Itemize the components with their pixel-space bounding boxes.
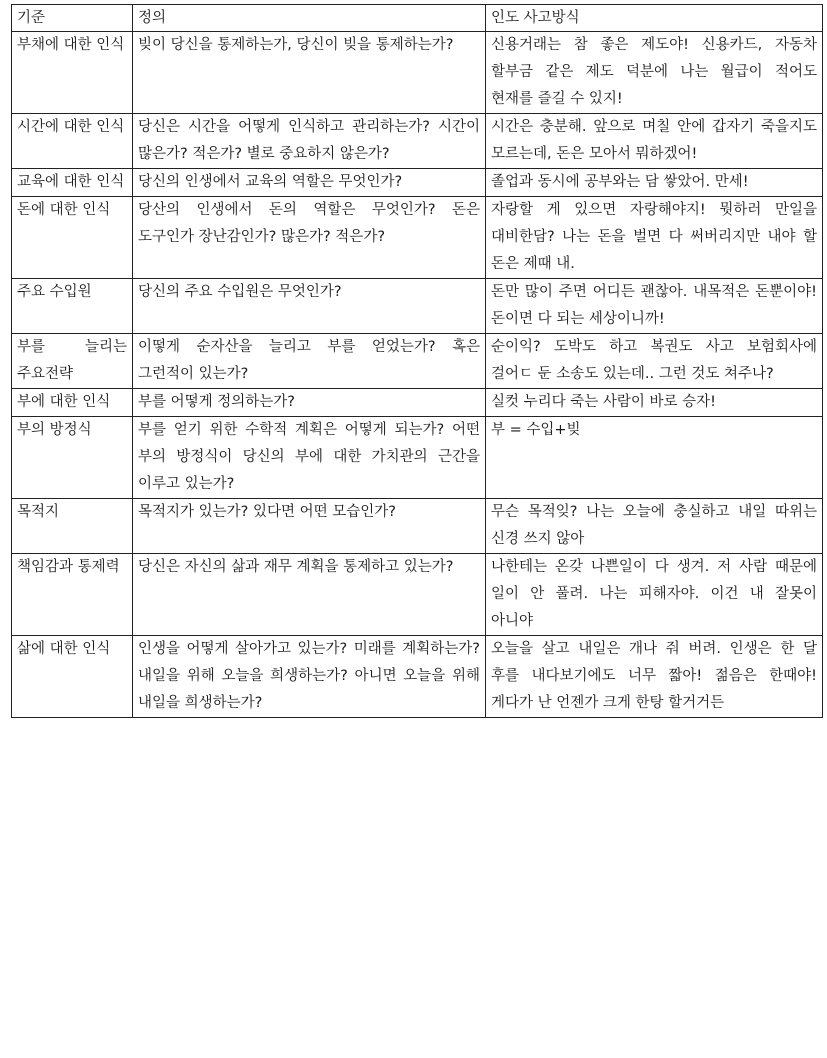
table-row	[12, 114, 823, 169]
definition-cell: 부를 어떻게 정의하는가?	[133, 389, 486, 417]
definition-cell: 당신은 시간을 어떻게 인식하고 관리하는가? 시간이 많은가? 적은가? 별로 중요하지 않은가?	[133, 114, 486, 169]
comparison-table	[11, 4, 823, 718]
table-row	[12, 169, 823, 197]
definition-cell: 목적지가 있는가? 있다면 어떤 모습인가?	[133, 499, 486, 554]
table-row	[12, 389, 823, 417]
table-row	[12, 417, 823, 499]
mindset-cell: 자랑할 게 있으면 자랑해야지! 뭣하러 만일을 대비한담? 나는 돈을 벌면 다 써버리지만 내야 할 돈은 제때 내.	[486, 197, 823, 279]
mindset-cell: 부 = 수입+빚	[486, 417, 823, 499]
definition-cell: 당신의 주요 수입원은 무엇인가?	[133, 279, 486, 334]
mindset-cell: 실컷 누리다 죽는 사람이 바로 승자!	[486, 389, 823, 417]
criterion-cell: 교육에 대한 인식	[12, 169, 133, 197]
criterion-cell: 부의 방정식	[12, 417, 133, 499]
mindset-cell: 시간은 충분해. 앞으로 며칠 안에 갑자기 죽을지도 모르는데, 돈은 모아서 뭐하겠어!	[486, 114, 823, 169]
definition-cell: 이떻게 순자산을 늘리고 부를 얻었는가? 혹은 그런적이 있는가?	[133, 334, 486, 389]
criterion-cell: 부채에 대한 인식	[12, 32, 133, 114]
criterion-cell: 부를 늘리는 주요전략	[12, 334, 133, 389]
mindset-cell: 돈만 많이 주면 어디든 괜찮아. 내목적은 돈뿐이야! 돈이면 다 되는 세상이니까!	[486, 279, 823, 334]
table-row	[12, 197, 823, 279]
mindset-cell: 오늘을 살고 내일은 개나 줘 버려. 인생은 한 달 후를 내다보기에도 너무 짧아! 젊음은 한때야! 게다가 난 언젠가 크게 한탕 할거거든	[486, 636, 823, 718]
header-criterion: 기준	[12, 5, 133, 32]
criterion-cell: 부에 대한 인식	[12, 389, 133, 417]
mindset-cell: 나한테는 온갖 나쁜일이 다 생겨. 저 사람 때문에 일이 안 풀려. 나는 피해자야. 이건 내 잘못이 아니야	[486, 554, 823, 636]
header-mindset: 인도 사고방식	[486, 5, 823, 32]
mindset-cell: 졸업과 동시에 공부와는 담 쌓았어. 만세!	[486, 169, 823, 197]
criterion-cell: 시간에 대한 인식	[12, 114, 133, 169]
table-row	[12, 279, 823, 334]
criterion-cell: 책임감과 통제력	[12, 554, 133, 636]
definition-cell: 부를 얻기 위한 수학적 계획은 어떻게 되는가? 어떤 부의 방정식이 당신의 부에 대한 가치관의 근간을 이루고 있는가?	[133, 417, 486, 499]
table-header-row	[12, 5, 823, 32]
criterion-cell: 목적지	[12, 499, 133, 554]
definition-cell: 인생을 어떻게 살아가고 있는가? 미래를 계획하는가? 내일을 위해 오늘을 희생하는가? 아니면 오늘을 위해 내일을 희생하는가?	[133, 636, 486, 718]
mindset-cell: 순이익? 도박도 하고 복권도 사고 보험회사에 걸어ㄷ 둔 소송도 있는데.. 그런 것도 쳐주나?	[486, 334, 823, 389]
table-row	[12, 636, 823, 718]
definition-cell: 빚이 당신을 통제하는가, 당신이 빚을 통제하는가?	[133, 32, 486, 114]
header-definition: 정의	[133, 5, 486, 32]
table-row	[12, 334, 823, 389]
criterion-cell: 돈에 대한 인식	[12, 197, 133, 279]
table-row	[12, 499, 823, 554]
definition-cell: 당신은 자신의 삶과 재무 계획을 통제하고 있는가?	[133, 554, 486, 636]
mindset-cell: 신용거래는 참 좋은 제도야! 신용카드, 자동차 할부금 같은 제도 덕분에 나는 월급이 적어도 현재를 즐길 수 있지!	[486, 32, 823, 114]
definition-cell: 당산의 인생에서 돈의 역할은 무엇인가? 돈은 도구인가 장난감인가? 많은가? 적은가?	[133, 197, 486, 279]
definition-cell: 당신의 인생에서 교육의 역할은 무엇인가?	[133, 169, 486, 197]
criterion-cell: 삶에 대한 인식	[12, 636, 133, 718]
criterion-cell: 주요 수입원	[12, 279, 133, 334]
table-row	[12, 32, 823, 114]
table-row	[12, 554, 823, 636]
mindset-cell: 무슨 목적잊? 나는 오늘에 충실하고 내일 따위는 신경 쓰지 않아	[486, 499, 823, 554]
